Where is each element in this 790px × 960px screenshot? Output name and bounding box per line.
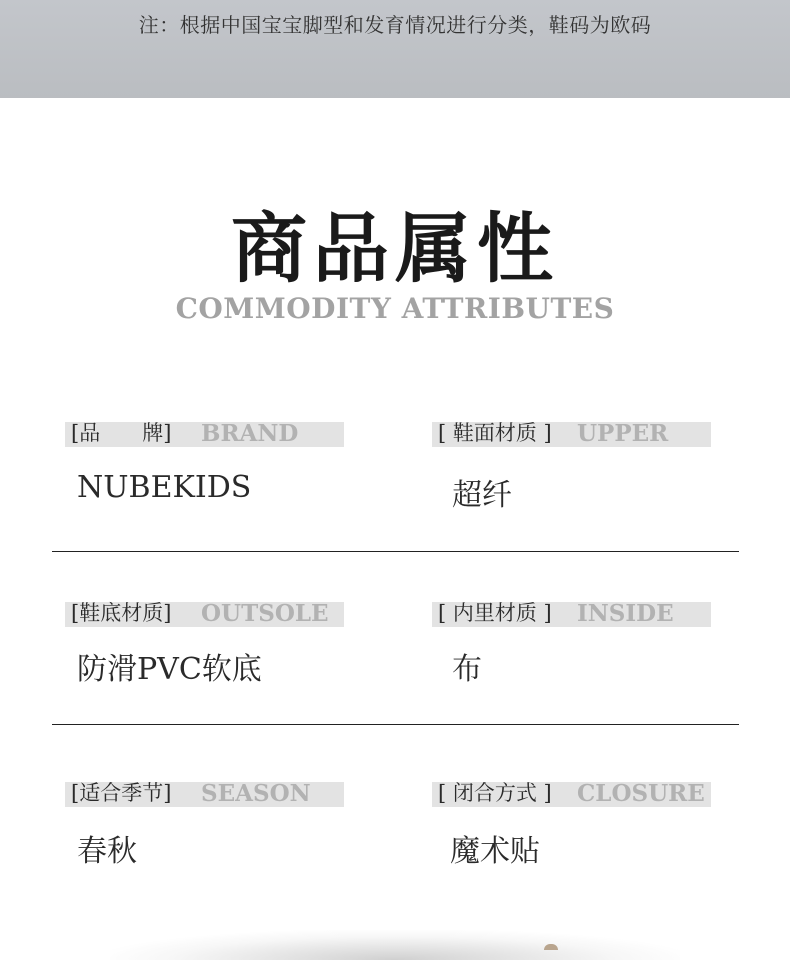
attribute-label-en: INSIDE: [577, 600, 674, 627]
attribute-label-cn: [品 牌]: [71, 421, 172, 445]
product-edge: [544, 944, 558, 950]
product-shadow: [110, 930, 680, 960]
attribute-value: 魔术贴: [450, 834, 540, 869]
attribute-label-cn: [适合季节]: [71, 781, 172, 805]
attribute-value: 布: [452, 652, 482, 687]
attribute-label-en: SEASON: [201, 780, 311, 807]
size-note: 注：根据中国宝宝脚型和发育情况进行分类，鞋码为欧码: [138, 13, 652, 37]
attribute-value: 超纤: [452, 478, 512, 513]
attribute-label-en: OUTSOLE: [201, 600, 329, 627]
attribute-label-en: UPPER: [577, 420, 669, 447]
section-title: 商品属性: [231, 204, 559, 293]
section-subtitle: COMMODITY ATTRIBUTES: [175, 292, 615, 325]
divider: [52, 724, 739, 725]
attribute-value: NUBEKIDS: [77, 470, 252, 505]
attribute-label-en: BRAND: [201, 420, 299, 447]
top-banner: [0, 0, 790, 98]
attribute-label-cn: [鞋底材质]: [71, 601, 172, 625]
attribute-label-cn: [ 闭合方式 ]: [438, 781, 552, 805]
attribute-label-en: CLOSURE: [577, 780, 705, 807]
attribute-value: 防滑PVC软底: [77, 652, 262, 687]
divider: [52, 551, 739, 552]
attribute-label-cn: [ 鞋面材质 ]: [438, 421, 552, 445]
attribute-value: 春秋: [77, 834, 137, 869]
attribute-label-cn: [ 内里材质 ]: [438, 601, 552, 625]
